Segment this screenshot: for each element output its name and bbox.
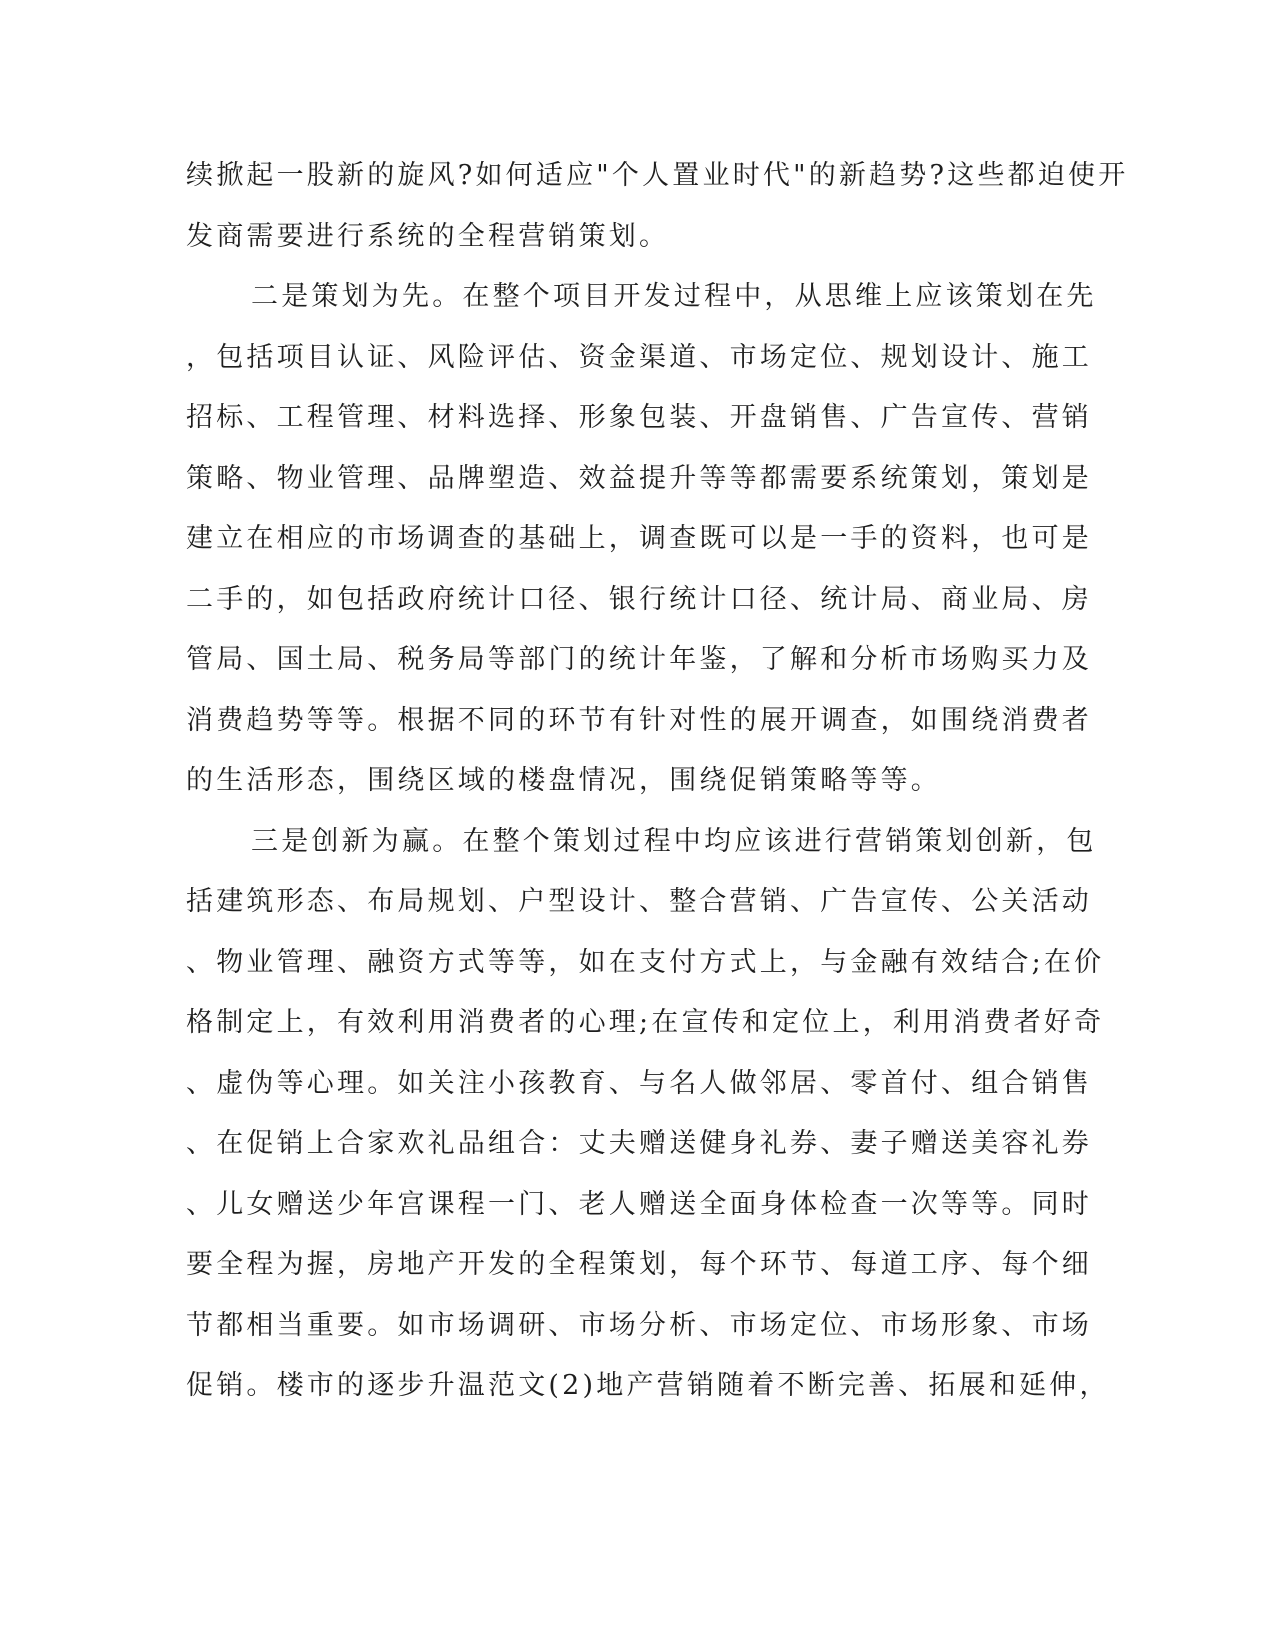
body-text [186, 160, 1129, 1431]
text-line: 、在促销上合家欢礼品组合：丈夫赠送健身礼券、妻子赠送美容礼券 [186, 1128, 1092, 1159]
text-line: 、儿女赠送少年宫课程一门、老人赠送全面身体检查一次等等。同时 [186, 1188, 1092, 1220]
text-line: 招标、工程管理、材料选择、形象包装、开盘销售、广告宣传、营销 [186, 402, 1092, 433]
text-line: 续掀起一股新的旋风?如何适应"个人置业时代"的新趋势?这些都迫使开 [186, 160, 1129, 191]
text-line: 消费趋势等等。根据不同的环节有针对性的展开调查，如围绕消费者 [186, 704, 1092, 736]
text-line: 发商需要进行系统的全程营销策划。 [186, 220, 670, 252]
text-line: 管局、国土局、税务局等部门的统计年鉴，了解和分析市场购买力及 [186, 644, 1092, 675]
text-line: 促销。楼市的逐步升温范文(2)地产营销随着不断完善、拓展和延伸， [186, 1370, 1110, 1401]
text-line: 、虚伪等心理。如关注小孩教育、与名人做邻居、零首付、组合销售 [186, 1067, 1092, 1099]
text-line: 节都相当重要。如市场调研、市场分析、市场定位、市场形象、市场 [186, 1309, 1092, 1341]
text-line: 的生活形态，围绕区域的楼盘情况，围绕促销策略等等。 [186, 765, 941, 796]
text-line: 括建筑形态、布局规划、户型设计、整合营销、广告宣传、公关活动 [186, 886, 1092, 917]
text-line: ，包括项目认证、风险评估、资金渠道、市场定位、规划设计、施工 [186, 341, 1092, 373]
paragraph-first-line: 三是创新为赢。在整个策划过程中均应该进行营销策划创新，包 [251, 825, 1097, 857]
text-line: 、物业管理、融资方式等等，如在支付方式上，与金融有效结合;在价 [186, 946, 1105, 978]
text-line: 策略、物业管理、品牌塑造、效益提升等等都需要系统策划，策划是 [186, 462, 1092, 494]
text-line: 二手的，如包括政府统计口径、银行统计口径、统计局、商业局、房 [186, 583, 1092, 615]
paragraph-first-line: 二是策划为先。在整个项目开发过程中，从思维上应该策划在先 [251, 281, 1097, 312]
text-line: 建立在相应的市场调查的基础上，调查既可以是一手的资料，也可是 [186, 523, 1092, 554]
text-line: 要全程为握，房地产开发的全程策划，每个环节、每道工序、每个细 [186, 1249, 1092, 1280]
text-line: 格制定上，有效利用消费者的心理;在宣传和定位上，利用消费者好奇 [186, 1007, 1105, 1038]
